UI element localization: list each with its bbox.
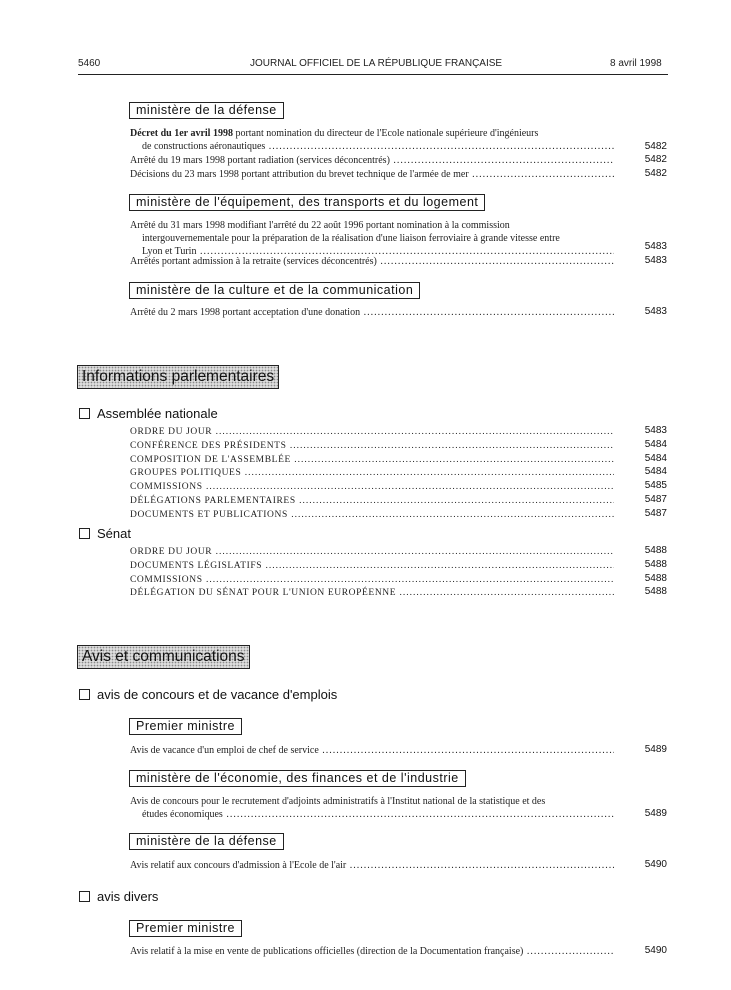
checkbox-square-icon <box>79 689 90 700</box>
entry-text: Arrêtés portant admission à la retraite (services déconcentrés) <box>130 256 377 267</box>
entry-text: Avis de vacance d'un emploi de chef de service <box>130 745 319 756</box>
entry-text-line1: Avis de concours pour le recrutement d'adjoints administratifs à l'Institut national de la statistique et des <box>130 796 546 807</box>
subsection-title: avis divers <box>97 889 159 904</box>
entry-text: Arrêté du 2 mars 1998 portant acceptation d'une donation <box>130 307 361 318</box>
subsection-assemblee <box>79 406 218 421</box>
toc-item[interactable] <box>130 453 614 467</box>
toc-item-label: DÉLÉGATIONS PARLEMENTAIRES <box>130 496 296 506</box>
toc-entry-avis-ecole-air[interactable] <box>130 859 614 872</box>
entry-text: Avis relatif aux concours d'admission à l'Ecole de l'air <box>130 860 347 871</box>
checkbox-square-icon <box>79 408 90 419</box>
toc-entry-decisions-brevet[interactable] <box>130 168 614 181</box>
toc-entry-avis-publications[interactable] <box>130 945 614 958</box>
toc-item[interactable] <box>130 439 614 453</box>
page-ref: 5488 <box>644 558 667 570</box>
subsection-senat <box>79 526 131 541</box>
page-ref: 5483 <box>644 255 667 266</box>
page-ref: 5483 <box>644 241 667 252</box>
ministry-equipement-heading: ministère de l'équipement, des transports et du logement <box>129 194 485 211</box>
ministry-defense-heading: ministère de la défense <box>129 102 284 119</box>
page-ref: 5489 <box>644 808 667 819</box>
page-ref: 5489 <box>644 744 667 755</box>
subsection-avis-concours <box>79 687 337 702</box>
ministry-economie-heading: ministère de l'économie, des finances et de l'industrie <box>129 770 466 787</box>
checkbox-square-icon <box>79 528 90 539</box>
toc-item-label: ORDRE DU JOUR <box>130 427 213 437</box>
toc-entry-decret-directeur[interactable] <box>130 127 614 153</box>
page-ref: 5482 <box>644 154 667 165</box>
ministry-culture-heading: ministère de la culture et de la communication <box>129 282 420 299</box>
page-ref: 5488 <box>644 586 667 598</box>
toc-item-label: DÉLÉGATION DU SÉNAT POUR L'UNION EUROPÉENNE <box>130 588 397 599</box>
page-ref: 5487 <box>644 507 667 519</box>
toc-item-label: COMMISSIONS <box>130 574 203 585</box>
toc-entry-avis-vacance[interactable] <box>130 744 614 757</box>
entry-text-line2: intergouvernementale pour la préparation de la réalisation d'une liaison ferroviaire à grande vitesse entre <box>142 233 560 244</box>
entry-text-line1: Arrêté du 31 mars 1998 modifiant l'arrêté du 22 août 1996 portant nomination à la commission <box>130 220 510 231</box>
toc-item[interactable] <box>130 573 614 587</box>
toc-item[interactable] <box>130 559 614 573</box>
toc-entry-arrete-commission[interactable] <box>130 219 614 258</box>
toc-item-label: GROUPES POLITIQUES <box>130 468 242 479</box>
entry-text: portant nomination du directeur de l'Ecole nationale supérieure d'ingénieurs <box>232 128 539 139</box>
entry-text: Avis relatif à la mise en vente de publications officielles (direction de la Documentation française) <box>130 946 524 957</box>
toc-item[interactable] <box>130 466 614 480</box>
section-banner-avis <box>77 645 250 669</box>
banner-text: Informations parlementaires <box>82 368 275 385</box>
toc-item[interactable] <box>130 545 614 559</box>
toc-entry-avis-concours-insee[interactable] <box>130 795 614 821</box>
banner-text: Avis et communications <box>82 648 245 665</box>
section-banner-informations <box>77 365 279 389</box>
page-number: 5460 <box>78 58 101 69</box>
page-ref: 5483 <box>644 306 667 317</box>
journal-title: JOURNAL OFFICIEL DE LA RÉPUBLIQUE FRANÇAISE <box>250 58 503 69</box>
page-ref: 5485 <box>644 480 667 492</box>
toc-item-label: COMPOSITION DE L'ASSEMBLÉE <box>130 454 291 465</box>
toc-item-label: DOCUMENTS ET PUBLICATIONS <box>130 509 288 520</box>
page-ref: 5484 <box>644 452 667 464</box>
entry-text: Arrêté du 19 mars 1998 portant radiation (services déconcentrés) <box>130 155 390 166</box>
subsection-title: Sénat <box>97 526 131 541</box>
toc-item[interactable] <box>130 425 614 439</box>
toc-item[interactable] <box>130 480 614 494</box>
toc-item[interactable] <box>130 508 614 522</box>
entry-text-line2: études économiques <box>142 809 223 820</box>
page-ref: 5484 <box>644 466 667 478</box>
page-ref: 5482 <box>644 168 667 179</box>
subsection-title: avis de concours et de vacance d'emplois <box>97 687 338 702</box>
entry-bold-title: Décret du 1er avril 1998 <box>130 128 233 139</box>
checkbox-square-icon <box>79 891 90 902</box>
subsection-title: Assemblée nationale <box>97 406 218 421</box>
page-ref: 5484 <box>644 438 667 450</box>
entry-text-line3: Lyon et Turin <box>142 246 197 257</box>
page-ref: 5482 <box>644 141 667 152</box>
toc-item[interactable] <box>130 586 614 600</box>
page-ref: 5488 <box>644 545 667 556</box>
toc-item-label: CONFÉRENCE DES PRÉSIDENTS <box>130 440 287 451</box>
toc-item-label: DOCUMENTS LÉGISLATIFS <box>130 560 263 571</box>
toc-item-label: ORDRE DU JOUR <box>130 547 213 557</box>
page-ref: 5487 <box>644 494 667 505</box>
ministry-premier-ministre-heading: Premier ministre <box>129 718 242 735</box>
toc-item-label: COMMISSIONS <box>130 482 203 493</box>
page-ref: 5490 <box>644 945 667 956</box>
toc-entry-arrete-radiation[interactable] <box>130 154 614 167</box>
page-ref: 5483 <box>644 425 667 436</box>
page-ref: 5490 <box>644 859 667 870</box>
issue-date: 8 avril 1998 <box>610 58 662 69</box>
ministry-premier-ministre-heading-2: Premier ministre <box>129 920 242 937</box>
toc-entry-arretes-retraite[interactable] <box>130 255 614 268</box>
toc-entry-arrete-donation[interactable] <box>130 306 614 319</box>
entry-text: Décisions du 23 mars 1998 portant attribution du brevet technique de l'armée de mer <box>130 169 469 180</box>
entry-text-line2: de constructions aéronautiques <box>142 141 266 152</box>
toc-item[interactable] <box>130 494 614 508</box>
ministry-defense-heading-2: ministère de la défense <box>129 833 284 850</box>
subsection-avis-divers <box>79 889 158 904</box>
header-rule <box>78 74 668 75</box>
page-ref: 5488 <box>644 572 667 584</box>
